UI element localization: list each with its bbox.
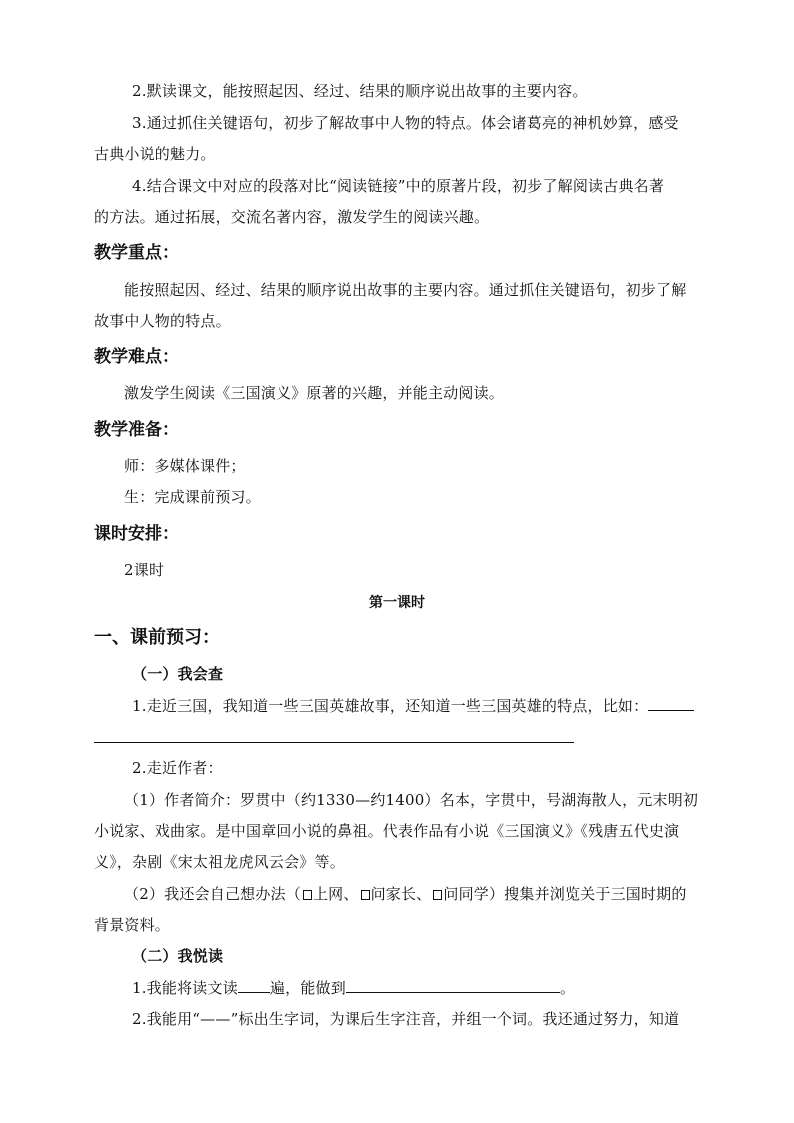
key-points-line2: 故事中人物的特点。 <box>94 312 231 330</box>
part2-heading <box>94 941 758 972</box>
q2-2-opt2: 问家长、 <box>370 885 432 903</box>
key-points-heading: 教学重点： <box>94 243 179 263</box>
part1-heading <box>94 659 758 690</box>
part1-heading-text: （一）我会查 <box>132 665 224 683</box>
part2-q1 <box>94 973 758 1004</box>
part2-q2: 2.我能用“——”标出生字词，为课后生字注音，并组一个词。我还通过努力，知道 <box>132 1010 680 1028</box>
answer-line[interactable] <box>94 742 574 743</box>
q2-2-opt1: 上网、 <box>312 885 359 903</box>
preparation-teacher: 师：多媒体课件； <box>124 457 246 475</box>
section1-heading: 一、课前预习： <box>94 627 220 648</box>
q2-2-suffix: ）搜集并浏览关于三国时期的 <box>488 885 687 903</box>
part2-q1-b: 遍，能做到 <box>269 979 346 997</box>
part2-heading-text: （二）我悦读 <box>132 947 224 965</box>
lesson-title: 第一课时 <box>369 595 425 611</box>
objective-3-line1: 3.通过抓住关键语句，初步了解故事中人物的特点。体会诸葛亮的神机妙算，感受 <box>132 114 679 132</box>
objective-4-line2: 的方法。通过拓展，交流名著内容，激发学生的阅读兴趣。 <box>94 208 490 226</box>
part1-q2-1-line3: 义》，杂剧《宋太祖龙虎风云会》等。 <box>94 853 345 871</box>
checkbox-ask-classmates[interactable] <box>433 890 442 900</box>
checkbox-ask-parents[interactable] <box>361 890 370 900</box>
answer-blank[interactable] <box>648 696 694 711</box>
q2-2-opt3: 问同学 <box>443 885 489 903</box>
part2-q1-a: 1.我能将读文读 <box>132 979 238 997</box>
read-goal-blank[interactable] <box>346 978 560 993</box>
objective-4-line1: 4.结合课文中对应的段落对比“阅读链接”中的原著片段，初步了解阅读古典名著 <box>132 177 665 195</box>
schedule-heading: 课时安排： <box>94 524 179 544</box>
part1-q1 <box>94 691 758 722</box>
objective-2: 2.默读课文，能按照起因、经过、结果的顺序说出故事的主要内容。 <box>132 82 588 100</box>
checkbox-online[interactable] <box>303 890 312 900</box>
part1-q2: 2.走近作者： <box>132 759 223 777</box>
read-times-blank[interactable] <box>238 978 270 993</box>
schedule-value: 2课时 <box>124 561 165 579</box>
part2-q1-c: 。 <box>559 979 576 997</box>
objective-3-line2: 古典小说的魅力。 <box>94 145 216 163</box>
part1-q2-1-line1: （1）作者简介：罗贯中（约1330—约1400）名本，字贯中，号湖海散人，元末明初 <box>124 791 699 809</box>
key-points-line1: 能按照起因、经过、结果的顺序说出故事的主要内容。通过抓住关键语句，初步了解 <box>124 281 687 299</box>
part1-q1-text: 1.走近三国，我知道一些三国英雄故事，还知道一些三国英雄的特点，比如： <box>132 697 649 715</box>
preparation-heading: 教学准备： <box>94 420 179 440</box>
q2-2-prefix: （2）我还会自己想办法（ <box>124 885 301 903</box>
difficulties-line1: 激发学生阅读《三国演义》原著的兴趣，并能主动阅读。 <box>124 384 505 402</box>
difficulties-heading: 教学难点： <box>94 347 179 367</box>
part1-q2-2-line1 <box>94 879 750 910</box>
part1-q2-2-line2: 背景资料。 <box>94 916 171 934</box>
preparation-student: 生：完成课前预习。 <box>124 488 261 506</box>
part1-q2-1-line2: 小说家、戏曲家。是中国章回小说的鼻祖。代表作品有小说《三国演义》《残唐五代史演 <box>94 822 680 840</box>
